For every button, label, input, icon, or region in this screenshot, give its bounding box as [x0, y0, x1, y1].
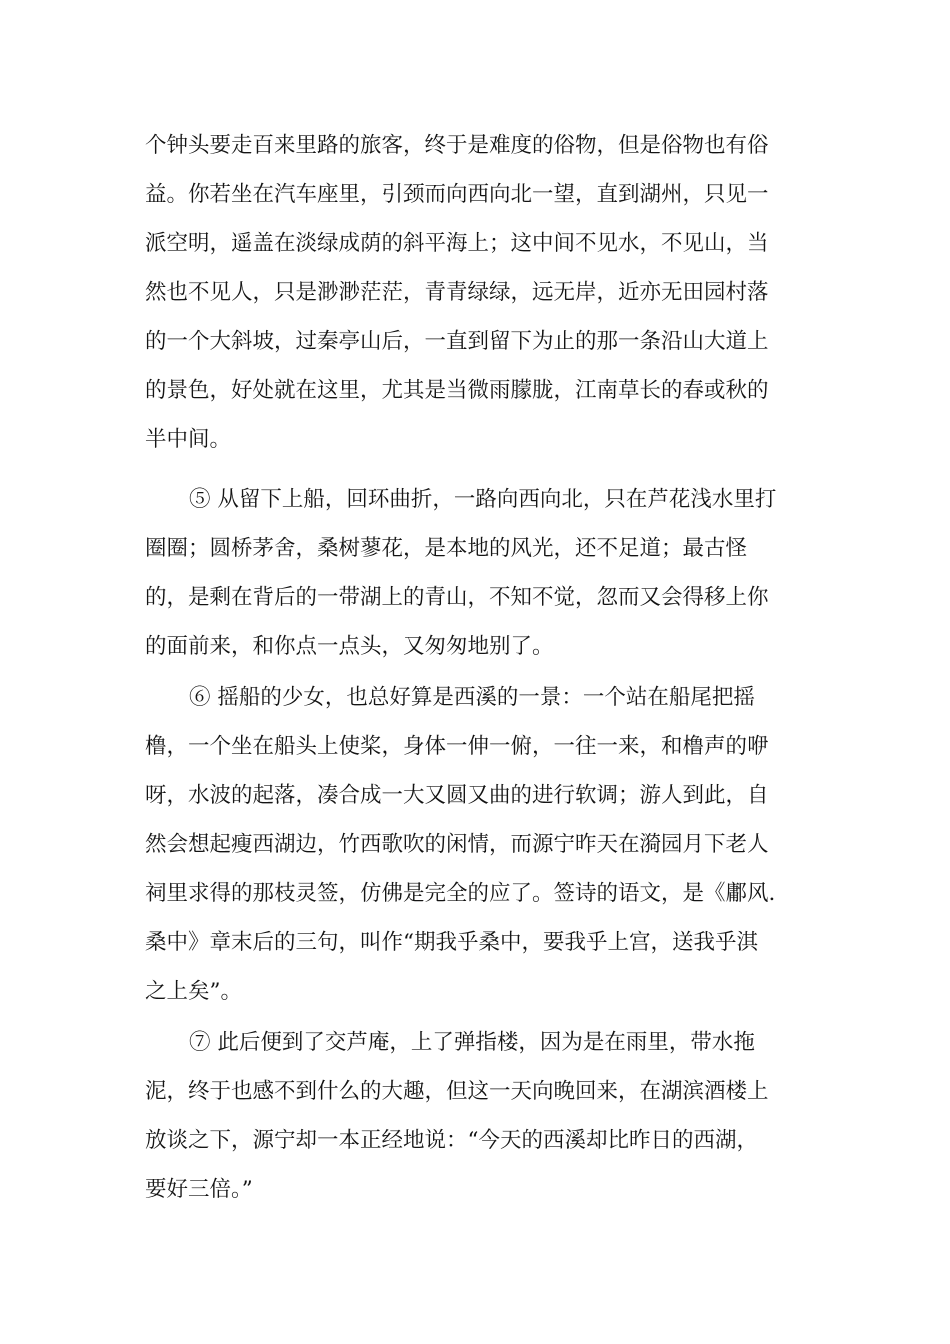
- text-line: 祠里求得的那枝灵签，仿佛是完全的应了。签诗的语文，是《鄘风.: [145, 881, 776, 906]
- text-line: 呀，水波的起落，凑合成一大又圆又曲的进行软调；游人到此，自: [145, 783, 769, 808]
- text-line: 益。你若坐在汽车座里，引颈而向西向北一望，直到湖州，只见一: [145, 182, 769, 207]
- text-line: 泥，终于也感不到什么的大趣，但这一天向晚回来，在湖滨酒楼上: [145, 1079, 769, 1104]
- text-line: 放谈之下，源宁却一本正经地说：“今天的西溪却比昨日的西湖，: [145, 1128, 758, 1153]
- text-line: 橹，一个坐在船头上使桨，身体一伸一俯，一往一来，和橹声的咿: [145, 734, 769, 759]
- text-line: 半中间。: [145, 427, 232, 452]
- text-line: 的，是剩在背后的一带湖上的青山，不知不觉，忽而又会得移上你: [145, 585, 769, 610]
- paragraph-5-first-line: ⑤ 从留下上船，回环曲折，一路向西向北，只在芦花浅水里打: [189, 487, 777, 512]
- text-line: 派空明，遥盖在淡绿成荫的斜平海上；这中间不见水，不见山，当: [145, 231, 769, 256]
- text-line: 圈圈；圆桥茅舍，桑树蓼花，是本地的风光，还不足道；最古怪: [145, 536, 748, 561]
- paragraph-7-first-line: ⑦ 此后便到了交芦庵，上了弹指楼，因为是在雨里，带水拖: [189, 1030, 755, 1055]
- text-line: 的一个大斜坡，过秦亭山后，一直到留下为止的那一条沿山大道上: [145, 329, 769, 354]
- text-line: 要好三倍。”: [145, 1177, 253, 1202]
- text-line: 然也不见人，只是渺渺茫茫，青青绿绿，远无岸，近亦无田园村落: [145, 280, 769, 305]
- text-line: 桑中》章末后的三句，叫作“期我乎桑中，要我乎上宫，送我乎淇: [145, 930, 758, 955]
- text-line: 然会想起瘦西湖边，竹西歌吹的闲情，而源宁昨天在漪园月下老人: [145, 832, 769, 857]
- paragraph-6-first-line: ⑥ 摇船的少女，也总好算是西溪的一景：一个站在船尾把摇: [189, 685, 755, 710]
- text-line: 之上矣”。: [145, 979, 242, 1004]
- text-line: 的景色，好处就在这里，尤其是当微雨朦胧，江南草长的春或秋的: [145, 378, 769, 403]
- text-line: 个钟头要走百来里路的旅客，终于是难度的俗物，但是俗物也有俗: [145, 133, 769, 158]
- text-line: 的面前来，和你点一点头，又匆匆地别了。: [145, 634, 554, 659]
